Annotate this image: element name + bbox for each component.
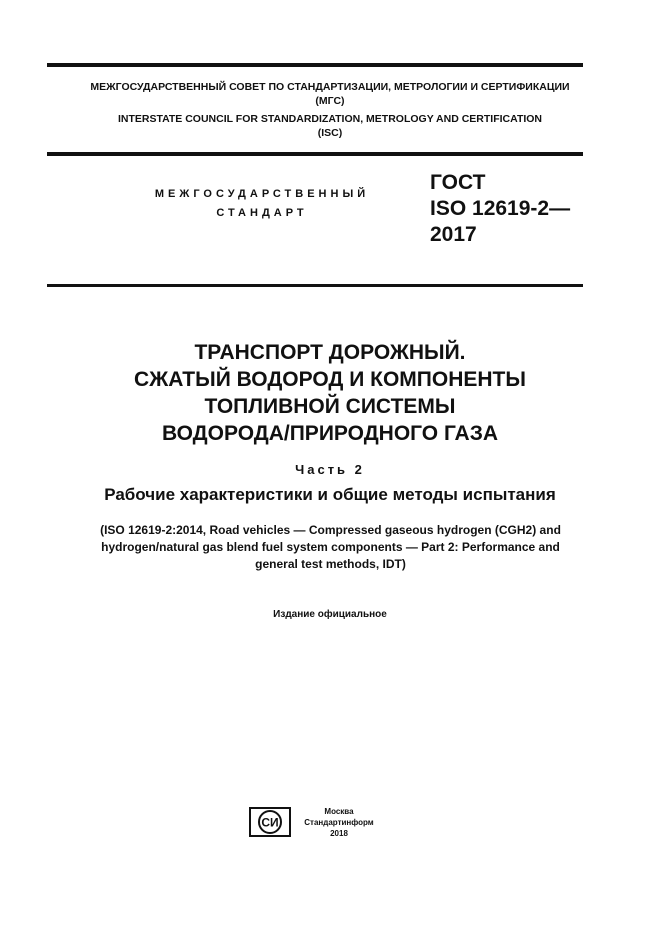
publisher-name: Стандартинформ bbox=[304, 818, 374, 827]
publisher-city: Москва bbox=[324, 807, 354, 816]
iso-reference-line: (ISO 12619-2:2014, Road vehicles — Compressed gaseous hydrogen (CGH2) and bbox=[100, 523, 561, 537]
council-en bbox=[47, 112, 613, 140]
iso-reference bbox=[40, 522, 621, 573]
standard-type-line2: СТАНДАРТ bbox=[216, 207, 308, 219]
edition-label: Издание официальное bbox=[273, 609, 387, 620]
header-divider bbox=[47, 152, 583, 156]
part-subtitle: Рабочие характеристики и общие методы испытания bbox=[104, 485, 556, 504]
council-ru bbox=[47, 80, 613, 108]
gost-label: ГОСТ bbox=[430, 171, 486, 194]
standartinform-logo-icon bbox=[249, 807, 291, 837]
standard-year: 2017 bbox=[430, 223, 477, 246]
council-ru-name: МЕЖГОСУДАРСТВЕННЫЙ СОВЕТ ПО СТАНДАРТИЗАЦИИ, МЕТРОЛОГИИ И СЕРТИФИКАЦИИ bbox=[90, 81, 570, 93]
top-rule bbox=[47, 63, 583, 67]
designation-divider bbox=[47, 284, 583, 287]
standard-number: ISO 12619-2— bbox=[430, 197, 571, 220]
council-en-name: INTERSTATE COUNCIL FOR STANDARDIZATION, METROLOGY AND CERTIFICATION bbox=[117, 113, 543, 125]
standard-designation bbox=[430, 170, 570, 248]
svg-text:СИ: СИ bbox=[261, 815, 279, 830]
title-line: СЖАТЫЙ ВОДОРОД И КОМПОНЕНТЫ bbox=[134, 368, 526, 391]
iso-reference-line: hydrogen/natural gas blend fuel system components — Part 2: Performance and bbox=[101, 540, 560, 554]
publisher-info bbox=[296, 806, 382, 839]
title-line: ТРАНСПОРТ ДОРОЖНЫЙ. bbox=[194, 341, 466, 364]
title-line: ВОДОРОДА/ПРИРОДНОГО ГАЗА bbox=[161, 422, 499, 445]
publisher-year: 2018 bbox=[330, 829, 348, 838]
document-title bbox=[47, 339, 613, 447]
iso-reference-line: general test methods, IDT) bbox=[255, 557, 406, 571]
council-en-abbr: (ISC) bbox=[317, 127, 343, 139]
part-label: Часть 2 bbox=[295, 462, 365, 477]
standard-type-label bbox=[112, 185, 412, 223]
title-line: ТОПЛИВНОЙ СИСТЕМЫ bbox=[204, 395, 456, 418]
council-ru-abbr: (МГС) bbox=[315, 95, 345, 107]
standard-type-line1: МЕЖГОСУДАРСТВЕННЫЙ bbox=[154, 188, 370, 200]
